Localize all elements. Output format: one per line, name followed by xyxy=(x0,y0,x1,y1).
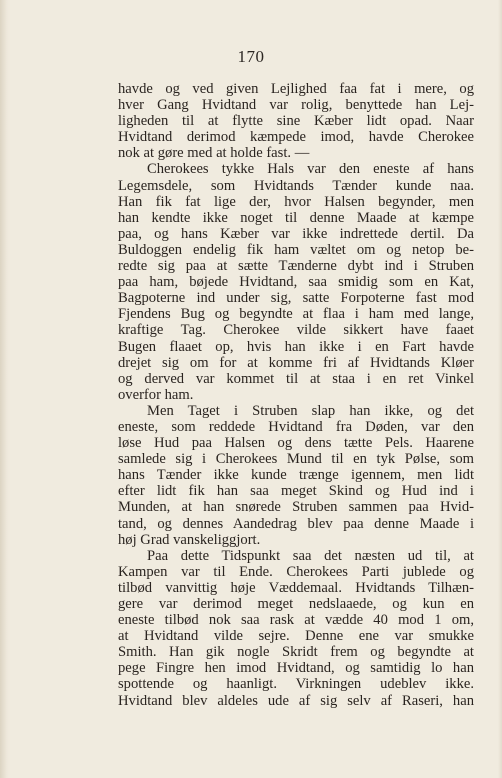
text-line: Hvidtand blev aldeles ude af sig selv af Raseri, han xyxy=(118,692,474,709)
text-line: paa ham, bøjede Hvidtand, saa smidig som en Kat, xyxy=(118,274,474,291)
text-line: Bugen flaaet op, hvis han ikke i en Fart havde xyxy=(118,338,474,355)
text-line: Munden, at han snørede Struben sammen paa Hvid- xyxy=(118,499,474,516)
text-line: Buldoggen endelig fik ham væltet om og netop be- xyxy=(118,241,474,258)
text-line: nok at gøre med at holde fast. — xyxy=(118,145,310,162)
text-line: gere var derimod meget nedslaaede, og kun en xyxy=(118,596,474,612)
text-line: redte sig paa at sætte Tænderne dybt ind i Struben xyxy=(118,258,474,275)
text-line: tilbød vanvittig høje Væddemaal. Hvidtands Tilhæn- xyxy=(118,579,474,596)
text-line: kraftige Tag. Cherokee vilde sikkert have faaet xyxy=(118,322,474,339)
text-line: spottende og haanligt. Virkningen udeblev ikke. xyxy=(118,676,474,693)
page-edge-right xyxy=(498,0,502,778)
text-line: Smith. Han gik nogle Skridt frem og begyndte at xyxy=(118,644,474,661)
text-line: høj Grad vanskeliggjort. xyxy=(118,531,261,548)
text-line: eneste tilbød nok saa rask at vædde 40 mod 1 om, xyxy=(118,612,474,629)
text-line: tand, og dennes Aandedrag blev paa denne Maade i xyxy=(118,515,474,532)
text-line: pege Fingre hen imod Hvidtand, og samtidig lo han xyxy=(118,660,474,677)
text-line: Bagpoterne ind under sig, satte Forpoterne fast mod xyxy=(118,290,474,307)
text-line: hver Gang Hvidtand var rolig, benyttede han Lej- xyxy=(118,97,474,114)
text-line: løse Hud paa Halsen og dens tætte Pels. Haarene xyxy=(118,435,474,452)
text-line: paa, og hans Kæber var ikke indrettede dertil. Da xyxy=(118,225,474,242)
page-edge-left xyxy=(0,0,10,778)
text-line: Kampen var til Ende. Cherokees Parti jublede og xyxy=(118,563,474,580)
text-line: Fjendens Bug og begyndte at flaa i ham med lange, xyxy=(118,306,474,323)
text-line: at Hvidtand vilde sejre. Denne ene var smukke xyxy=(118,628,474,645)
text-line: drejet sig om for at komme fri af Hvidtands Kløer xyxy=(118,354,474,371)
text-line: Cherokees tykke Hals var den eneste af hans xyxy=(147,161,474,178)
text-line: Men Taget i Struben slap han ikke, og det xyxy=(147,402,474,419)
text-line: og derved var kommet til at staa i en ret Vinkel xyxy=(118,370,474,387)
text-line: Legemsdele, som Hvidtands Tænder kunde naa. xyxy=(118,177,474,194)
text-line: Han fik fat lige der, hvor Halsen begynder, men xyxy=(118,193,474,210)
text-line: eneste, som reddede Hvidtand fra Døden, var den xyxy=(118,418,474,435)
text-line: hans Tænder ikke kunde trænge igennem, men lidt xyxy=(118,467,474,484)
text-line: havde og ved given Lejlighed faa fat i mere, og xyxy=(118,81,474,97)
text-line: efter lidt fik han saa meget Skind og Hud ind i xyxy=(118,483,474,500)
text-line: ligheden til at flytte sine Kæber lidt opad. Naar xyxy=(118,113,474,130)
body-text xyxy=(118,81,474,709)
text-line: samlede sig i Cherokees Mund til en tyk Pølse, som xyxy=(118,451,474,468)
text-line: han kendte ikke noget til denne Maade at kæmpe xyxy=(118,209,474,226)
page-number: 170 xyxy=(237,47,265,66)
text-line: Hvidtand derimod kæmpede imod, havde Cherokee xyxy=(118,129,474,146)
text-line: overfor ham. xyxy=(118,386,194,403)
text-line: Paa dette Tidspunkt saa det næsten ud til, at xyxy=(147,547,474,564)
